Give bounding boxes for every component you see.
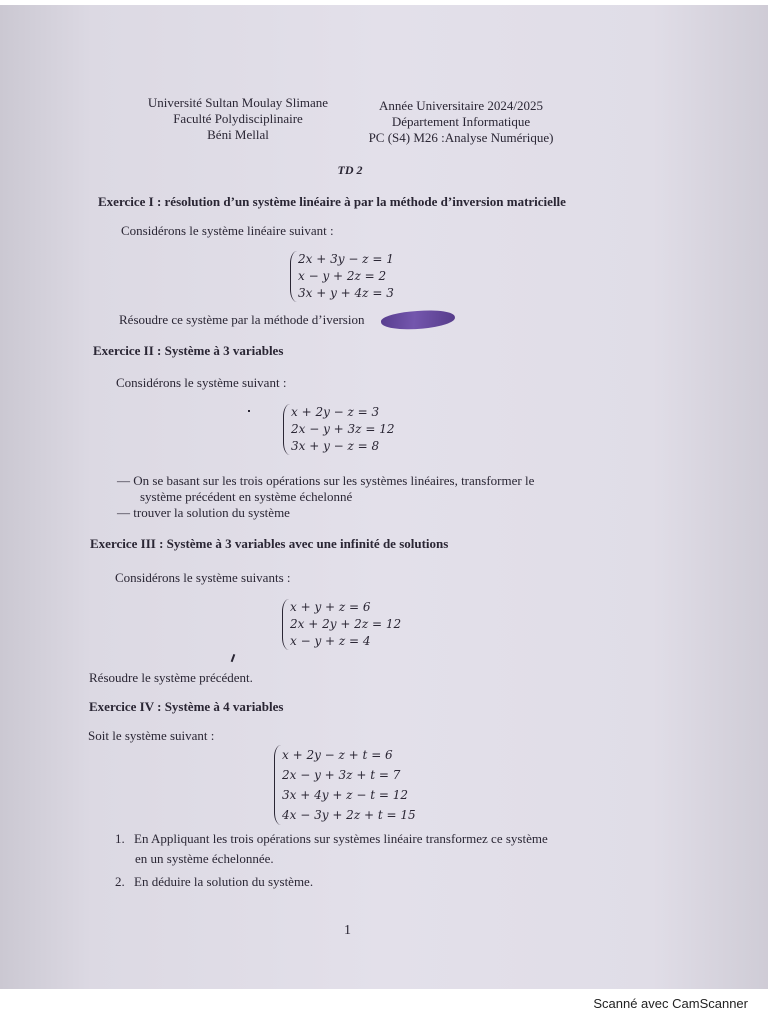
equation: 3x + y + 4z = 3 xyxy=(298,286,394,300)
exercise-1-instruction: Résoudre ce système par la méthode d’iversion xyxy=(119,312,365,327)
academic-year: Année Universitaire 2024/2025 xyxy=(379,98,543,113)
city-name: Béni Mellal xyxy=(207,127,269,142)
stray-mark xyxy=(231,654,235,662)
equation: x − y + z = 4 xyxy=(290,634,371,648)
equation: 2x + 2y + 2z = 12 xyxy=(290,617,402,631)
equation: x + y + z = 6 xyxy=(290,600,371,614)
exercise-4-title: Exercice IV : Système à 4 variables xyxy=(89,699,284,714)
page-number: 1 xyxy=(344,923,351,938)
exercise-2-title: Exercice II : Système à 3 variables xyxy=(93,343,284,358)
exercise-4-step: 1. En Appliquant les trois opérations sur systèmes linéaire transformez ce système xyxy=(115,831,548,846)
scanned-page xyxy=(0,5,768,989)
exercise-1-system xyxy=(290,251,394,302)
ink-scribble xyxy=(380,308,455,332)
camscanner-watermark: Scanné avec CamScanner xyxy=(593,996,748,1011)
td-title: TD 2 xyxy=(337,163,363,177)
system-brace xyxy=(274,745,281,825)
equation: x + 2y − z = 3 xyxy=(291,405,380,419)
exercise-2-intro: Considérons le système suivant : xyxy=(116,375,287,390)
equation: 3x + 4y + z − t = 12 xyxy=(282,788,408,802)
exercise-3-instruction: Résoudre le système précédent. xyxy=(89,670,253,685)
exercise-4-step-continued: en un système échelonnée. xyxy=(135,851,274,866)
exercise-2-system xyxy=(283,404,394,455)
equation: 2x − y + 3z = 12 xyxy=(291,422,395,436)
exercise-4-system xyxy=(274,745,416,825)
equation: 2x − y + 3z + t = 7 xyxy=(282,768,401,782)
stray-mark xyxy=(248,410,250,412)
system-brace xyxy=(290,251,297,302)
exercise-4-intro: Soit le système suivant : xyxy=(88,728,215,743)
department-name: Département Informatique xyxy=(391,114,531,129)
exercise-4-step: 2. En déduire la solution du système. xyxy=(115,874,314,889)
exercise-1-intro: Considérons le système linéaire suivant : xyxy=(121,223,334,238)
dash-bullet: — xyxy=(117,505,134,520)
exercise-2-item: — On se basant sur les trois opérations sur les systèmes linéaires, transformer le xyxy=(117,473,535,488)
university-name: Université Sultan Moulay Slimane xyxy=(147,95,329,110)
step-number: 2. xyxy=(115,874,125,889)
dash-bullet: — xyxy=(117,473,134,488)
university-header xyxy=(128,95,348,143)
exercise-1-title: Exercice I : résolution d’un système linéaire à par la méthode d’inversion matricielle xyxy=(98,194,566,209)
system-brace xyxy=(282,599,289,650)
exercise-2-item: — trouver la solution du système xyxy=(117,505,290,520)
exercise-2-item-continued: système précédent en système échelonné xyxy=(140,489,353,504)
exercise-3-intro: Considérons le système suivants : xyxy=(115,570,291,585)
system-brace xyxy=(283,404,290,455)
exercise-3-system xyxy=(282,599,401,650)
exercise-3-title: Exercice III : Système à 3 variables avec une infinité de solutions xyxy=(90,536,449,551)
equation: x − y + 2z = 2 xyxy=(298,269,387,283)
course-name: PC (S4) M26 :Analyse Numérique) xyxy=(368,130,554,145)
course-header xyxy=(350,98,572,146)
step-number: 1. xyxy=(115,831,125,846)
equation: 2x + 3y − z = 1 xyxy=(298,252,394,266)
equation: 3x + y − z = 8 xyxy=(291,439,380,453)
equation: 4x − 3y + 2z + t = 15 xyxy=(282,808,416,822)
faculty-name: Faculté Polydisciplinaire xyxy=(173,111,303,126)
equation: x + 2y − z + t = 6 xyxy=(282,748,393,762)
